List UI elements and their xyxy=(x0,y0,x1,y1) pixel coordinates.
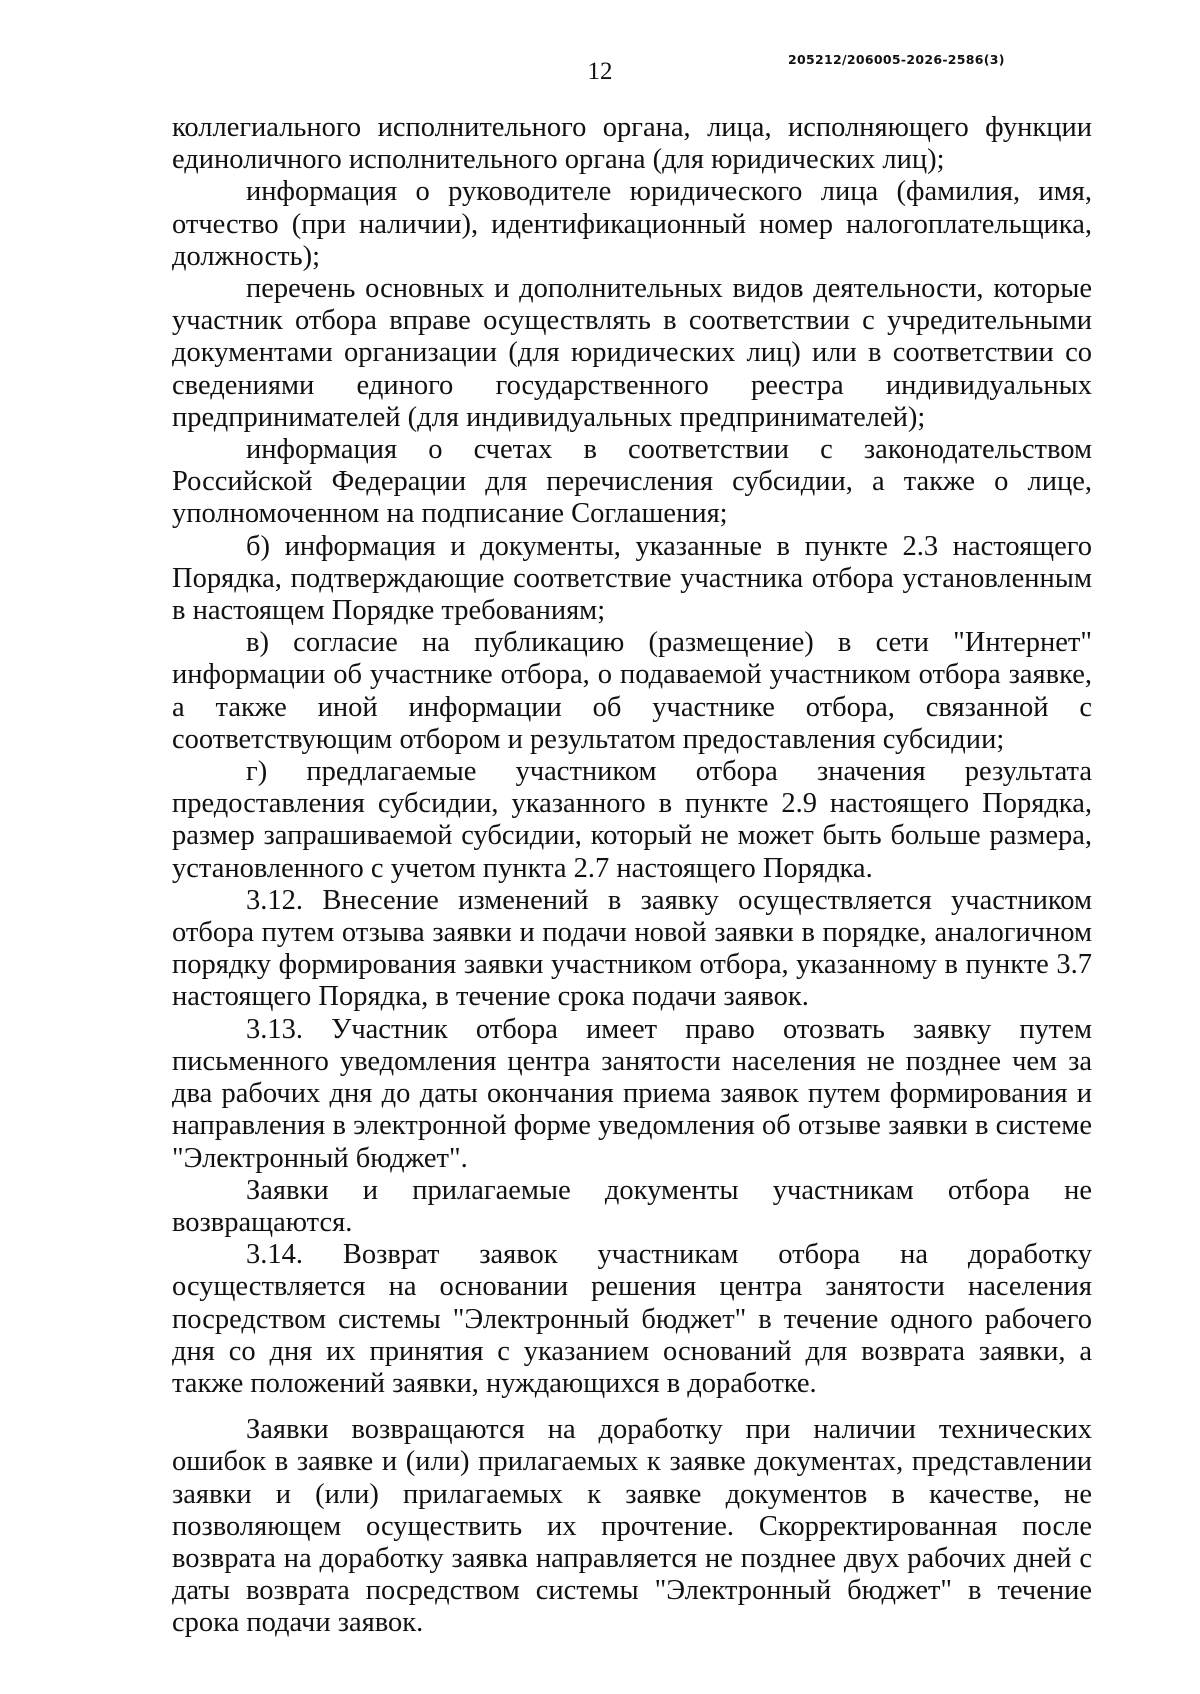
paragraph-accounts-info: информация о счетах в соответствии с законодательством Российской Федерации для перечисления субсидии, а также о лице, уполномоченном на подписание Соглашения; xyxy=(172,434,1092,530)
paragraph-item-b: б) информация и документы, указанные в пункте 2.3 настоящего Порядка, подтверждающие соответствие участника отбора установленным в настоящем Порядке требованиям; xyxy=(172,530,1092,627)
document-body xyxy=(172,112,1092,1640)
paragraph-item-g: г) предлагаемые участником отбора значения результата предоставления субсидии, указанного в пункте 2.9 настоящего Порядка, размер запрашиваемой субсидии, который не может быть больше размера, установленного с учетом пункта 2.7 настоящего Порядка. xyxy=(172,756,1092,884)
paragraph-3-14: 3.14. Возврат заявок участникам отбора на доработку осуществляется на основании решения центра занятости населения посредством системы "Электронный бюджет" в течение одного рабочего дня со дня их принятия с указанием оснований для возврата заявки, а также положений заявки, нуждающихся в доработке. xyxy=(172,1239,1092,1399)
paragraph-item-v: в) согласие на публикацию (размещение) в сети "Интернет" информации об участнике отбора, о подаваемой участником отбора заявке, а также иной информации об участнике отбора, связанной с соответствующим отбором и результатом предоставления субсидии; xyxy=(172,627,1092,755)
paragraph-3-12: 3.12. Внесение изменений в заявку осуществляется участником отбора путем отзыва заявки и подачи новой заявки в порядке, аналогичном порядку формирования заявки участником отбора, указанному в пункте 3.7 настоящего Порядка, в течение срока подачи заявок. xyxy=(172,884,1092,1013)
paragraph-manager-info: информация о руководителе юридического лица (фамилия, имя, отчество (при наличии), идентификационный номер налогоплательщика, должность); xyxy=(172,176,1092,272)
paragraph-activities-list: перечень основных и дополнительных видов деятельности, которые участник отбора вправе осуществлять в соответствии с учредительными документами организации (для юридических лиц) или в соответствии со сведениями единого государственного реестра индивидуальных предпринимателей (для индивидуальных предпринимателей); xyxy=(172,273,1092,433)
paragraph-return-conditions: Заявки возвращаются на доработку при наличии технических ошибок в заявке и (или) прилагаемых к заявке документах, представлении заявки и (или) прилагаемых к заявке документов в качестве, не позволяющем осуществить их прочтение. Скорректированная после возврата на доработку заявка направляется не позднее двух рабочих дней с даты возврата посредством системы "Электронный бюджет" в течение срока подачи заявок. xyxy=(172,1414,1092,1639)
paragraph-3-13: 3.13. Участник отбора имеет право отозвать заявку путем письменного уведомления центра занятости населения не позднее чем за два рабочих дня до даты окончания приема заявок путем формирования и направления в электронной форме уведомления об отзыве заявки в системе "Электронный бюджет". xyxy=(172,1013,1092,1174)
paragraph-continuation: коллегиального исполнительного органа, лица, исполняющего функции единоличного исполнительного органа (для юридических лиц); xyxy=(172,112,1092,176)
document-id: 205212/206005-2026-2586(3) xyxy=(788,52,1005,67)
page-number: 12 xyxy=(587,58,613,85)
paragraph-not-returned: Заявки и прилагаемые документы участникам отбора не возвращаются. xyxy=(172,1174,1092,1238)
